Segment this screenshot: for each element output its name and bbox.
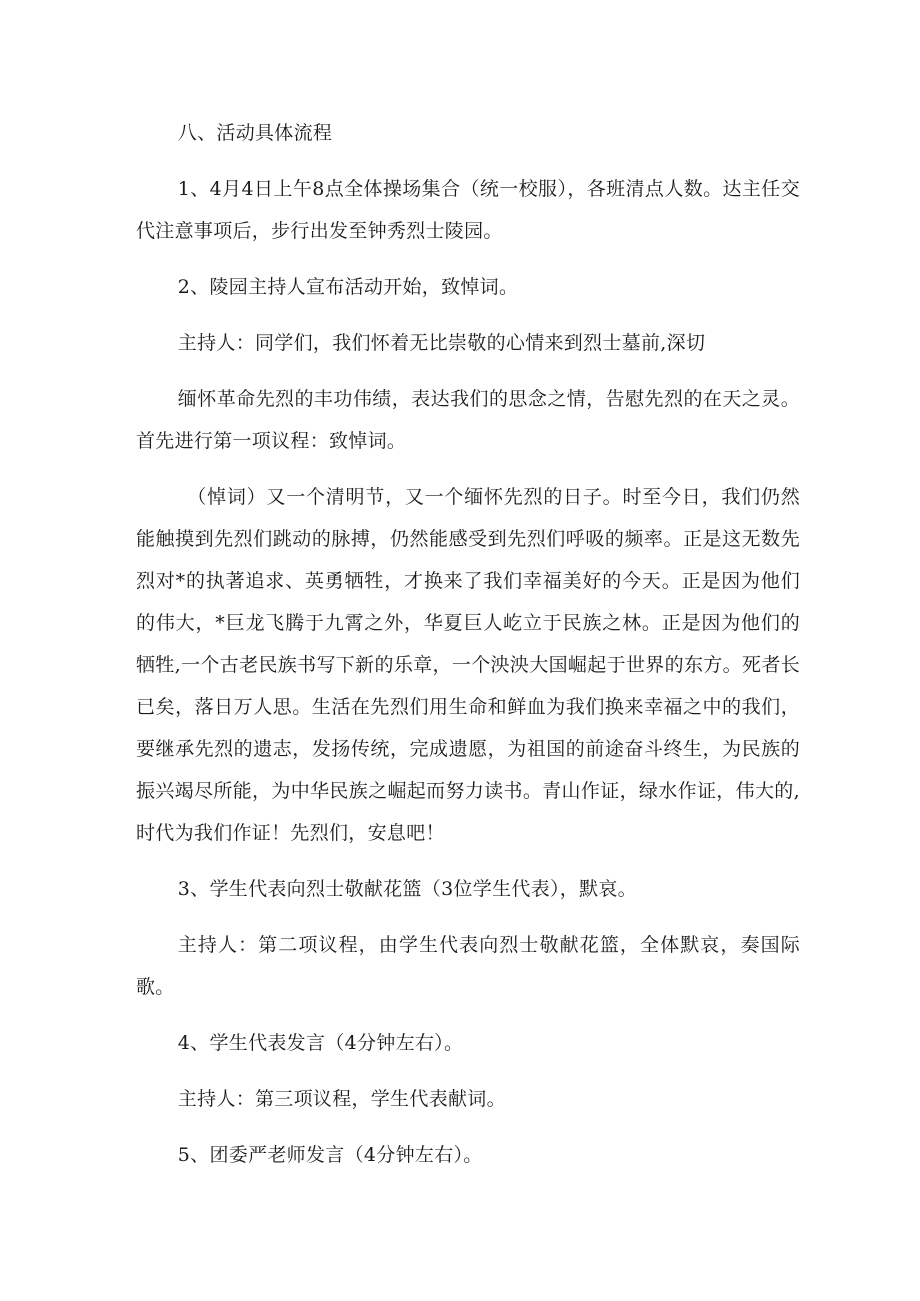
paragraph-step-5: 5、团委严老师发言（4分钟左右）。 — [177, 1144, 483, 1166]
document-body — [136, 112, 800, 1176]
paragraph-step-4: 4、学生代表发言（4分钟左右）。 — [177, 1032, 464, 1054]
paragraph-host-second-item: 主持人：第二项议程，由学生代表向烈士敬献花篮，全体默哀，奏国际歌。 — [136, 934, 800, 998]
section-heading: 八、活动具体流程 — [177, 122, 333, 144]
paragraph-host-continued: 缅怀革命先烈的丰功伟绩，表达我们的思念之情，告慰先烈的在天之灵。首先进行第一项议程：致悼词。 — [136, 388, 800, 452]
paragraph-step-1: 1、4月4日上午8点全体操场集合（统一校服），各班清点人数。达主任交代注意事项后，步行出发至钟秀烈士陵园。 — [136, 178, 800, 242]
paragraph-eulogy: （悼词）又一个清明节，又一个缅怀先烈的日子。时至今日，我们仍然能触摸到先烈们跳动的脉搏，仍然能感受到先烈们呼吸的频率。正是这无数先烈对*的执著追求、英勇牺牲，才换来了我们幸福美好的今天。正是因为他们的伟大，*巨龙飞腾于九霄之外，华夏巨人屹立于民族之林。正是因为他们的牺牲,一个古老民族书写下新的乐章，一个泱泱大国崛起于世界的东方。死者长已矣，落日万人思。生活在先烈们用生命和鲜血为我们换来幸福之中的我们，要继承先烈的遗志，发扬传统，完成遗愿，为祖国的前途奋斗终生，为民族的振兴竭尽所能，为中华民族之崛起而努力读书。青山作证，绿水作证，伟大的,时代为我们作证！先烈们，安息吧！ — [136, 486, 800, 844]
paragraph-host-opening: 主持人：同学们，我们怀着无比崇敬的心情来到烈士墓前,深切 — [177, 332, 706, 354]
paragraph-host-third-item: 主持人：第三项议程，学生代表献词。 — [177, 1088, 506, 1110]
paragraph-step-2: 2、陵园主持人宣布活动开始，致悼词。 — [177, 276, 519, 298]
paragraph-step-3: 3、学生代表向烈士敬献花篮（3位学生代表），默哀。 — [177, 878, 637, 900]
